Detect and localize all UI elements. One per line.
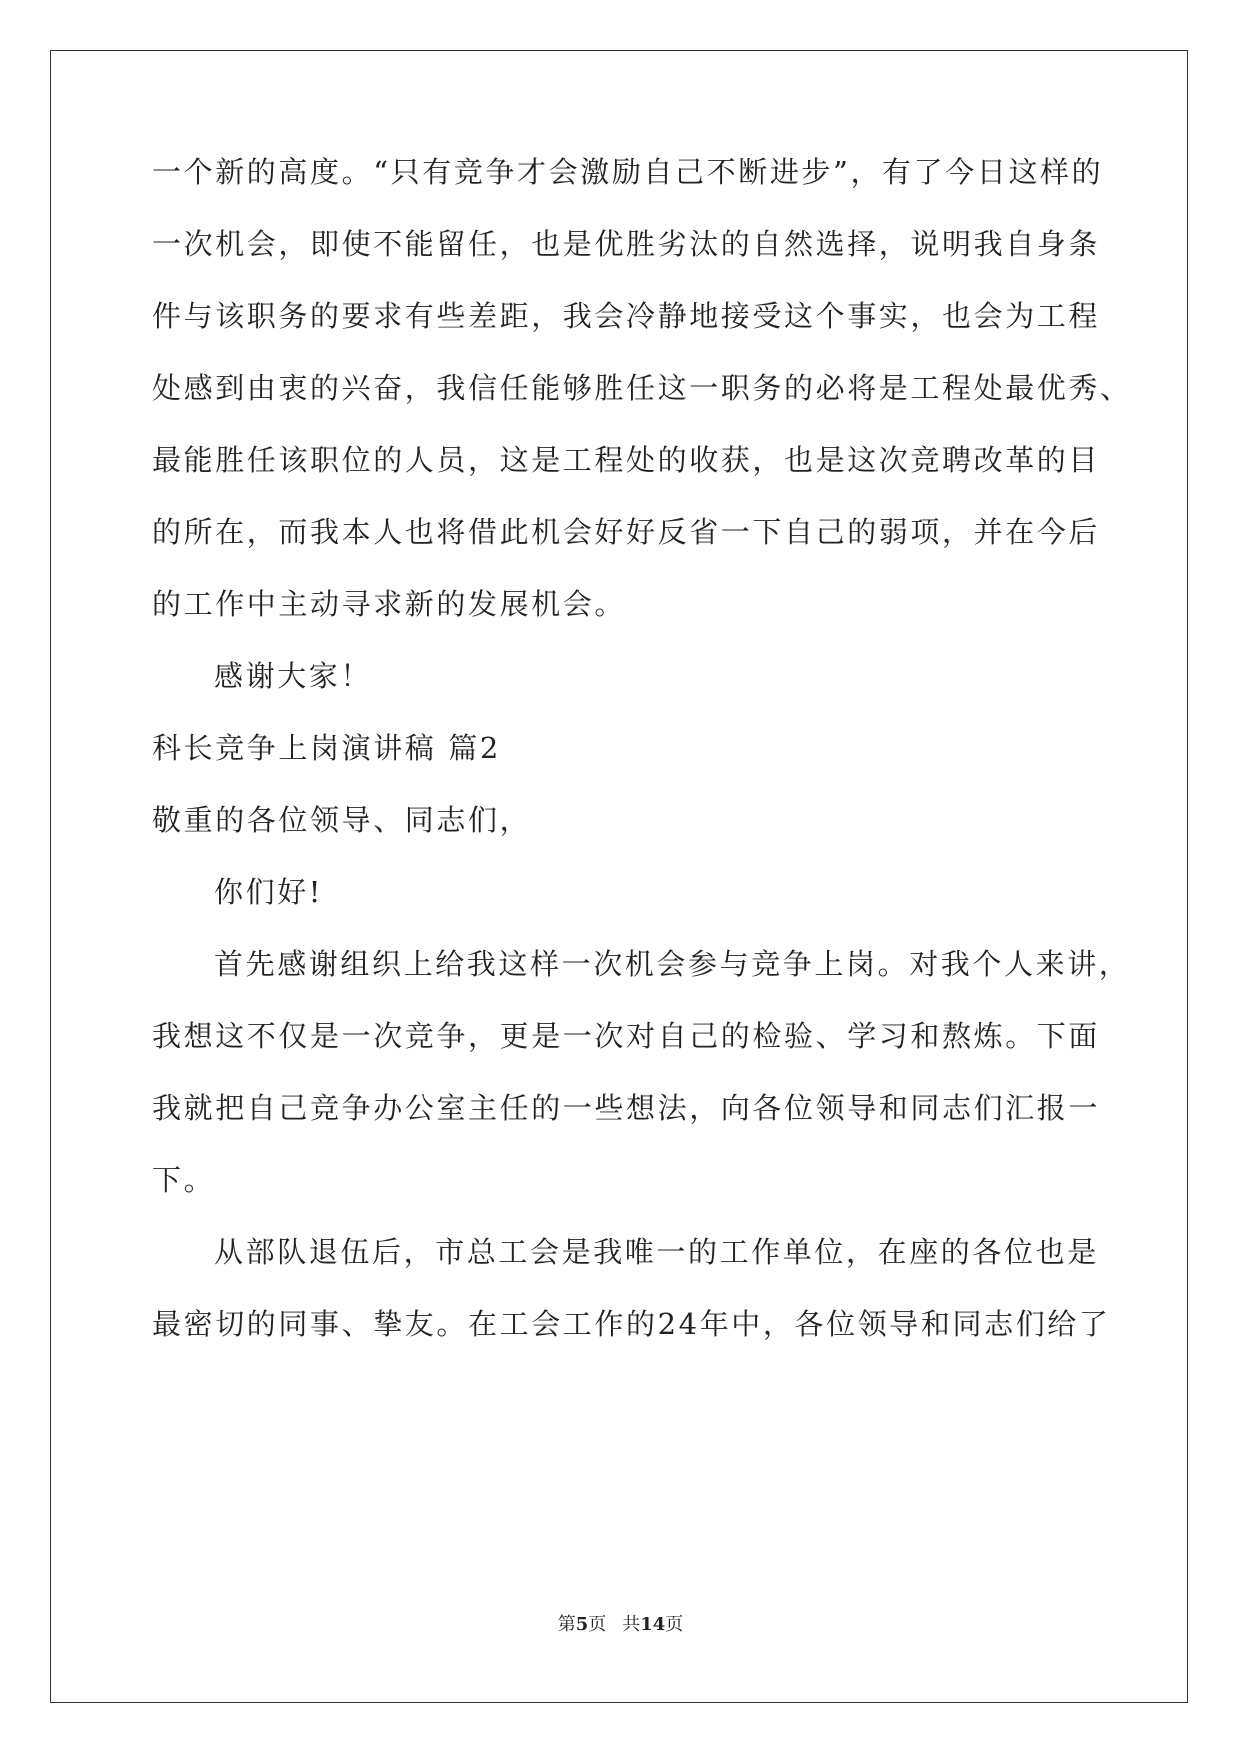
- total-suffix: 页: [665, 1614, 684, 1635]
- body-line-12: 从部队退伍后，市总工会是我唯一的工作单位，在座的各位也是: [214, 1235, 1099, 1269]
- body-line-8: 首先感谢组织上给我这样一次机会参与竞争上岗。对我个人来讲，: [214, 947, 1131, 981]
- body-line-11: 下。: [152, 1163, 216, 1197]
- body-line-3: 件与该职务的要求有些差距，我会冷静地接受这个事实，也会为工程: [152, 299, 1101, 333]
- body-line-4: 处感到由衷的兴奋，我信任能够胜任这一职务的必将是工程处最优秀、: [152, 371, 1132, 405]
- body-line-9: 我想这不仅是一次竞争，更是一次对自己的检验、学习和熬炼。下面: [152, 1019, 1101, 1053]
- body-line-7: 的工作中主动寻求新的发展机会。: [152, 587, 627, 621]
- page-prefix: 第: [557, 1614, 576, 1635]
- page-total-number: 14: [640, 1614, 666, 1635]
- body-line-10: 我就把自己竞争办公室主任的一些想法，向各位领导和同志们汇报一: [152, 1091, 1101, 1125]
- page-footer: [0, 1613, 1241, 1637]
- body-line-1: 一个新的高度。“只有竞争才会激励自己不断进步”，有了今日这样的: [152, 155, 1104, 189]
- body-line-2: 一次机会，即使不能留任，也是优胜劣汰的自然选择，说明我自身条: [152, 227, 1101, 261]
- thanks-line: 感谢大家！: [214, 659, 373, 693]
- body-line-13: 最密切的同事、挚友。在工会工作的24年中，各位领导和同志们给了: [152, 1307, 1111, 1341]
- total-prefix: 共: [622, 1614, 641, 1635]
- body-line-6: 的所在，而我本人也将借此机会好好反省一下自己的弱项，并在今后: [152, 515, 1101, 549]
- page-current-number: 5: [575, 1614, 589, 1635]
- page-mid: 页: [588, 1614, 607, 1635]
- salutation: 敬重的各位领导、同志们，: [152, 803, 532, 837]
- section-title: 科长竞争上岗演讲稿 篇2: [152, 731, 501, 765]
- body-line-5: 最能胜任该职位的人员，这是工程处的收获，也是这次竞聘改革的目: [152, 443, 1101, 477]
- greeting: 你们好!: [214, 875, 324, 909]
